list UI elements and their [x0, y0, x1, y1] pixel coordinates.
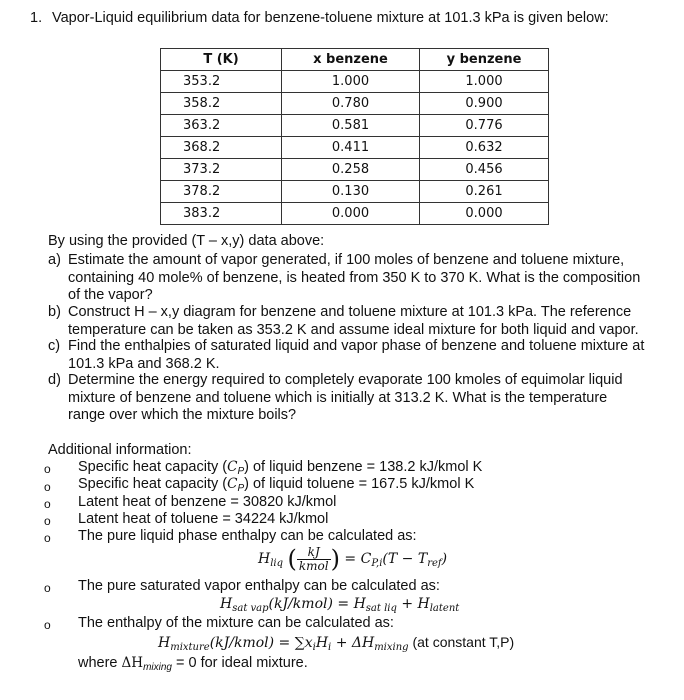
table-cell: 0.581 [282, 115, 420, 137]
part-letter: c) [48, 338, 61, 354]
table-cell: 1.000 [420, 71, 549, 93]
eq-subscript: sat vap [232, 603, 269, 614]
bullet-marker: o [44, 514, 51, 528]
bullet-marker: o [44, 618, 51, 632]
eq-note: (at constant T,P) [408, 634, 515, 650]
table-cell: 0.900 [420, 93, 549, 115]
part-a [48, 252, 648, 305]
table-row [161, 203, 549, 225]
info-cp-toluene [78, 476, 474, 494]
fraction-denominator: kmol [298, 558, 329, 573]
info-liquid-enthalpy: The pure liquid phase enthalpy can be calculated as: [78, 528, 417, 544]
eq-symbol: H [158, 635, 171, 651]
eq-subscript: mixing [143, 662, 172, 673]
table-row [161, 159, 549, 181]
table-cell: 378.2 [161, 181, 282, 203]
eq-subscript: i [328, 642, 332, 653]
info-text: ) of liquid toluene = 167.5 kJ/kmol K [244, 476, 475, 492]
eq-text: + ΔH [331, 635, 375, 651]
bullet-marker: o [44, 531, 51, 545]
info-text: Specific heat capacity ( [78, 459, 228, 475]
eq-text: (T − T [382, 551, 428, 567]
cp-symbol: C [227, 459, 238, 475]
table-cell: 0.776 [420, 115, 549, 137]
eq-text: ) [441, 551, 448, 567]
bullet-marker: o [44, 462, 51, 476]
table-row [161, 181, 549, 203]
vle-data-table [160, 48, 549, 225]
bullet-marker: o [44, 480, 51, 494]
right-paren: ) [330, 545, 340, 573]
bullet-marker: o [44, 581, 51, 595]
question-number: 1. [30, 10, 43, 26]
part-letter: d) [48, 372, 61, 388]
instructions-intro: By using the provided (T – x,y) data above: [48, 233, 325, 249]
table-row [161, 115, 549, 137]
table-cell: 373.2 [161, 159, 282, 181]
part-letter: a) [48, 252, 61, 268]
part-text: Construct H – x,y diagram for benzene and toluene mixture at 101.3 kPa. The reference temperature can be taken as 353.2 K and assume ideal mixture for both liquid and vapor. [68, 304, 639, 338]
equation-mixture-enthalpy [158, 634, 514, 653]
table-cell: 0.456 [420, 159, 549, 181]
table-row [161, 71, 549, 93]
column-header-x-benzene: x benzene [282, 49, 420, 71]
eq-subscript: P,i [371, 558, 383, 569]
part-c [48, 338, 648, 373]
info-text: = 0 for ideal mixture. [176, 655, 308, 671]
eq-text: (kJ/kmol) = H [268, 596, 366, 612]
cp-symbol: C [227, 476, 238, 492]
table-row [161, 93, 549, 115]
cp-subscript: P [237, 483, 245, 494]
table-cell: 0.261 [420, 181, 549, 203]
equation-liquid-enthalpy [258, 545, 447, 573]
eq-symbol: H [220, 596, 233, 612]
part-text: Find the enthalpies of saturated liquid and vapor phase of benzene and toluene mixture at 101.3 kPa and 368.2 K. [68, 338, 645, 372]
info-mixture-enthalpy: The enthalpy of the mixture can be calculated as: [78, 615, 394, 631]
additional-info-heading: Additional information: [48, 442, 192, 458]
info-cp-benzene [78, 459, 482, 477]
eq-subscript: mixture [170, 642, 210, 653]
table-cell: 363.2 [161, 115, 282, 137]
info-text: where [78, 655, 118, 671]
part-d [48, 372, 648, 425]
part-b [48, 304, 648, 339]
info-text: Specific heat capacity ( [78, 476, 228, 492]
unit-fraction [297, 546, 331, 573]
part-text: Estimate the amount of vapor generated, if 100 moles of benzene and toluene mixture, containing 40 mole% of benzene, is heated from 350 K to 370 K. What is the composition of the vapor? [68, 252, 641, 303]
table-row [161, 137, 549, 159]
table-cell: 0.258 [282, 159, 420, 181]
table-cell: 0.780 [282, 93, 420, 115]
table-cell: 0.632 [420, 137, 549, 159]
equation-vapor-enthalpy [220, 596, 459, 614]
table-header-row [161, 49, 549, 71]
part-letter: b) [48, 304, 61, 320]
column-header-y-benzene: y benzene [420, 49, 549, 71]
table-cell: 368.2 [161, 137, 282, 159]
fraction-numerator: kJ [297, 546, 331, 560]
eq-text: + H [396, 596, 430, 612]
eq-symbol: H [258, 551, 271, 567]
table-cell: 0.000 [282, 203, 420, 225]
table-cell: 353.2 [161, 71, 282, 93]
eq-text: (kJ/kmol) = ∑x [209, 635, 313, 651]
question-title: Vapor-Liquid equilibrium data for benzene-toluene mixture at 101.3 kPa is given below: [52, 10, 609, 26]
eq-subscript: i [312, 642, 316, 653]
eq-subscript: liq [270, 558, 284, 569]
info-ideal-mixture [78, 655, 308, 673]
eq-subscript: latent [429, 603, 460, 614]
column-header-temperature: T (K) [161, 49, 282, 71]
table-cell: 0.130 [282, 181, 420, 203]
info-latent-benzene: Latent heat of benzene = 30820 kJ/kmol [78, 494, 337, 510]
eq-subscript: mixing [374, 642, 409, 653]
bullet-marker: o [44, 497, 51, 511]
eq-text: H [315, 635, 329, 651]
info-vapor-enthalpy: The pure saturated vapor enthalpy can be calculated as: [78, 578, 440, 594]
table-cell: 1.000 [282, 71, 420, 93]
info-text: ) of liquid benzene = 138.2 kJ/kmol K [244, 459, 483, 475]
table-cell: 358.2 [161, 93, 282, 115]
table-cell: 0.411 [282, 137, 420, 159]
info-latent-toluene: Latent heat of toluene = 34224 kJ/kmol [78, 511, 329, 527]
eq-subscript: ref [427, 558, 442, 569]
table-cell: 383.2 [161, 203, 282, 225]
cp-subscript: P [237, 466, 245, 477]
part-text: Determine the energy required to completely evaporate 100 kmoles of equimolar liquid mixture of benzene and toluene which is initially at 313.2 K. What is the temperature range over which the mixture boils? [68, 372, 623, 423]
table-cell: 0.000 [420, 203, 549, 225]
eq-subscript: sat liq [365, 603, 397, 614]
eq-text: = C [344, 551, 372, 567]
delta-h-symbol: ΔH [121, 655, 144, 671]
left-paren: ( [287, 545, 297, 573]
